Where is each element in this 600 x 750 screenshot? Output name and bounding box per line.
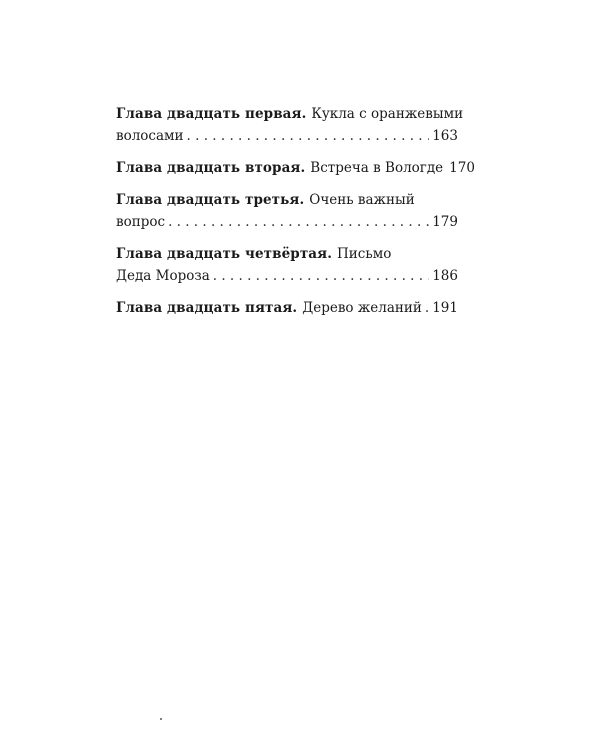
toc-entry-line [116,297,458,319]
chapter-label: Глава двадцать третья. [116,192,305,208]
toc-entry-22 [116,157,475,179]
page-number: 163 [432,128,458,144]
toc-entry-line [116,103,464,125]
table-of-contents [116,103,475,329]
chapter-title: Письмо [337,246,392,262]
page-number: 186 [432,268,458,284]
page-number: 179 [432,214,458,230]
chapter-title-continued: вопрос [116,214,166,230]
toc-entry-line [116,211,458,233]
chapter-label: Глава двадцать пятая. [116,300,298,316]
chapter-label: Глава двадцать первая. [116,106,307,122]
page-number: 170 [449,160,475,176]
page-number: 191 [432,300,458,316]
chapter-label: Глава двадцать четвёртая. [116,246,333,262]
toc-entry-line [116,189,458,211]
chapter-label: Глава двадцать вторая. [116,160,306,176]
dot-leader [187,125,430,147]
paper-speck [160,718,162,720]
chapter-title-continued: Деда Мороза [116,268,210,284]
chapter-title: Кукла с оранжевыми [311,106,464,122]
toc-entry-24 [116,243,458,287]
toc-entry-line [116,243,458,265]
toc-entry-line [116,265,458,287]
dot-leader [213,265,429,287]
toc-entry-line [116,125,458,147]
dot-leader [425,297,429,319]
dot-leader [168,211,429,233]
toc-entry-25 [116,297,458,319]
chapter-title-continued: волосами [116,128,184,144]
chapter-title: Встреча в Вологде [310,160,444,176]
chapter-title: Дерево желаний [302,300,422,316]
toc-entry-line [116,157,475,179]
toc-entry-23 [116,189,458,233]
toc-entry-21 [116,103,464,147]
chapter-title: Очень важный [309,192,415,208]
